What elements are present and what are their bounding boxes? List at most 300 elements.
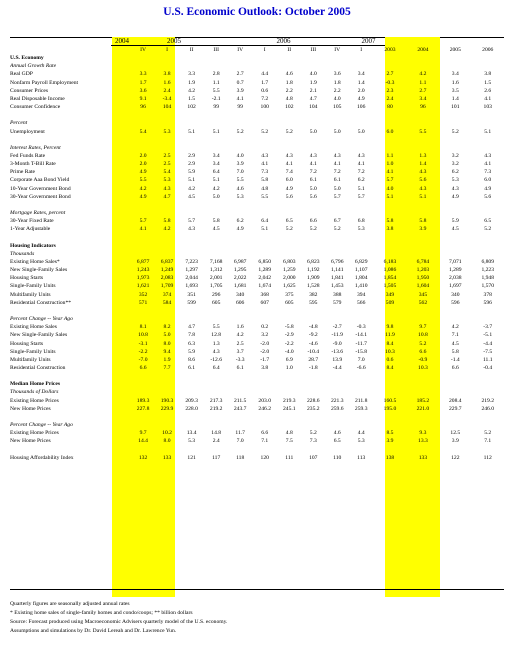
section-header-row xyxy=(10,242,504,250)
value-cell xyxy=(325,62,349,70)
value-cell: 4.0 xyxy=(333,95,341,102)
value-cell xyxy=(301,234,325,242)
value-cell: 117 xyxy=(212,454,221,461)
value-cell: 5.2 xyxy=(309,430,317,437)
value-cell: 105 xyxy=(333,104,342,111)
row-label: Single-Family Units xyxy=(10,283,56,290)
value-cell xyxy=(325,144,349,152)
subheader-row xyxy=(10,144,504,152)
value-cell xyxy=(179,136,204,144)
value-cell xyxy=(204,413,228,421)
row-label: Consumer Prices xyxy=(10,87,49,94)
value-cell xyxy=(325,372,349,380)
value-cell: 0.6 xyxy=(261,87,269,94)
value-cell: 246.0 xyxy=(481,405,495,412)
value-cell: -6.6 xyxy=(356,365,366,372)
value-cell xyxy=(325,119,349,127)
value-cell: 4.5 xyxy=(212,226,220,233)
value-cell: 5.5 xyxy=(212,87,220,94)
value-cell: 1,505 xyxy=(383,283,397,290)
value-cell xyxy=(131,372,155,380)
value-cell: 4.8 xyxy=(285,430,293,437)
value-cell: 5.6 xyxy=(285,193,293,200)
value-cell: 5.2 xyxy=(261,128,269,135)
value-cell: 6.2 xyxy=(357,177,365,184)
value-cell: 1,249 xyxy=(160,267,174,274)
value-cell: 217.3 xyxy=(209,397,223,404)
value-cell: 4.9 xyxy=(236,226,244,233)
value-cell: 6.6 xyxy=(139,365,147,372)
value-cell: 7.3 xyxy=(484,169,492,176)
value-cell: 3.6 xyxy=(139,87,147,94)
row-label: Prime Rate xyxy=(10,169,36,176)
value-cell xyxy=(277,136,301,144)
value-cell xyxy=(471,136,504,144)
value-cell xyxy=(349,209,373,217)
value-cell: 1.6 xyxy=(236,324,244,331)
value-cell: 3.4 xyxy=(212,153,220,159)
row-label: Unemployment xyxy=(10,128,45,135)
value-cell xyxy=(252,446,277,454)
value-cell: 101 xyxy=(451,104,460,111)
value-cell: 1.1 xyxy=(212,79,220,86)
table-row xyxy=(10,193,504,201)
value-cell: 4.3 xyxy=(261,153,269,159)
value-cell xyxy=(301,307,325,315)
value-cell xyxy=(228,421,252,429)
spacer-row xyxy=(10,372,504,380)
value-cell: 6,850 xyxy=(258,259,272,265)
value-cell xyxy=(325,136,349,144)
value-cell: 1,528 xyxy=(306,283,320,290)
value-cell xyxy=(349,119,373,127)
value-cell xyxy=(204,242,228,250)
value-cell: 228.0 xyxy=(185,405,198,412)
value-cell: 2,083 xyxy=(160,275,174,282)
value-cell xyxy=(325,242,349,250)
value-cell xyxy=(155,234,179,242)
row-label: New Single-Family Sales xyxy=(10,267,68,274)
value-cell: 5.1 xyxy=(357,185,365,192)
value-cell: 5.4 xyxy=(163,169,171,176)
value-cell: 1,289 xyxy=(258,267,272,274)
value-cell xyxy=(228,62,252,70)
value-cell xyxy=(179,234,204,242)
value-cell: 6,796 xyxy=(330,259,344,265)
value-cell: 4.5 xyxy=(451,340,459,347)
value-cell xyxy=(301,388,325,396)
value-cell xyxy=(301,315,325,323)
value-cell: -0.4 xyxy=(483,365,493,372)
value-cell: 4.3 xyxy=(188,226,196,233)
value-cell: 4.5 xyxy=(451,226,459,233)
value-cell: 4.6 xyxy=(236,185,244,192)
value-cell xyxy=(439,380,471,388)
row-label xyxy=(10,446,131,454)
value-cell: 509 xyxy=(385,299,395,306)
value-cell xyxy=(349,388,373,396)
value-cell xyxy=(407,446,439,454)
value-cell xyxy=(277,307,301,315)
value-cell: 7.3 xyxy=(261,169,269,176)
row-label: Housing Starts xyxy=(10,340,44,347)
value-cell: 13.9 xyxy=(332,356,343,363)
value-cell: 1.4 xyxy=(357,79,365,86)
value-cell xyxy=(179,62,204,70)
value-cell: 4.3 xyxy=(451,185,459,192)
value-cell xyxy=(407,388,439,396)
value-cell: 99 xyxy=(237,104,243,111)
value-cell xyxy=(131,421,155,429)
page-title: U.S. Economic Outlook: October 2005 xyxy=(163,6,351,18)
value-cell xyxy=(204,446,228,454)
value-cell xyxy=(471,144,504,152)
value-cell: 4.1 xyxy=(309,161,317,168)
value-cell xyxy=(349,413,373,421)
value-cell xyxy=(407,209,439,217)
table-row xyxy=(10,348,504,356)
value-cell: -2.2 xyxy=(284,340,294,347)
value-cell: 571 xyxy=(138,299,148,306)
value-cell: 6.5 xyxy=(484,218,492,225)
value-cell: 6.6 xyxy=(419,348,427,355)
value-cell xyxy=(228,144,252,152)
value-cell: 2.3 xyxy=(386,87,394,94)
value-cell: 5.7 xyxy=(139,218,147,225)
value-cell: 1,243 xyxy=(136,267,150,274)
value-cell: 0.6 xyxy=(386,356,394,363)
value-cell: 6.7 xyxy=(333,218,341,225)
value-cell xyxy=(179,388,204,396)
value-cell: 190.3 xyxy=(160,397,174,404)
quarter-header-cell: I xyxy=(360,47,363,53)
table-row xyxy=(10,185,504,193)
value-cell: 208.4 xyxy=(448,397,462,404)
value-cell: 5.3 xyxy=(451,177,459,184)
value-cell: 349 xyxy=(385,291,395,298)
row-label: Multifamily Units xyxy=(10,291,51,298)
value-cell xyxy=(471,119,504,127)
value-cell: 3.3 xyxy=(139,71,147,78)
value-cell: 4.1 xyxy=(484,161,492,168)
value-cell: 6,987 xyxy=(233,259,247,265)
row-label: Percent Change -- Year Ago xyxy=(10,422,73,429)
value-cell: 2.2 xyxy=(333,87,341,94)
value-cell xyxy=(373,54,407,62)
table-row xyxy=(10,437,504,445)
value-cell: 7.4 xyxy=(285,169,293,176)
table-row xyxy=(10,323,504,331)
value-cell: 1.5 xyxy=(484,79,492,86)
value-cell: 4.2 xyxy=(236,332,244,339)
value-cell: 8.4 xyxy=(386,340,394,347)
value-cell xyxy=(155,111,179,119)
value-cell: 1,950 xyxy=(416,275,430,282)
value-cell xyxy=(204,250,228,258)
value-cell xyxy=(439,54,471,62)
value-cell xyxy=(131,54,155,62)
value-cell: 219.2 xyxy=(481,397,495,404)
value-cell xyxy=(252,201,277,209)
value-cell xyxy=(155,380,179,388)
value-cell xyxy=(349,136,373,144)
value-cell xyxy=(228,111,252,119)
row-label xyxy=(10,136,131,144)
value-cell: 4.1 xyxy=(139,226,147,233)
value-cell xyxy=(325,201,349,209)
row-label: Residential Construction xyxy=(10,365,66,372)
quarter-header-cell: III xyxy=(213,47,219,53)
row-label: Real GDP xyxy=(10,71,33,78)
value-cell xyxy=(325,388,349,396)
value-cell: -4.6 xyxy=(308,340,318,347)
value-cell xyxy=(204,388,228,396)
value-cell xyxy=(277,209,301,217)
value-cell xyxy=(439,242,471,250)
value-cell xyxy=(228,372,252,380)
value-cell xyxy=(179,421,204,429)
value-cell: 120 xyxy=(260,454,269,461)
value-cell xyxy=(252,242,277,250)
value-cell: -9.2 xyxy=(308,332,318,339)
value-cell xyxy=(471,242,504,250)
value-cell xyxy=(471,54,504,62)
value-cell xyxy=(407,315,439,323)
value-cell: 5.0 xyxy=(163,332,171,339)
value-cell: 219.3 xyxy=(283,397,296,404)
value-cell xyxy=(407,136,439,144)
row-label xyxy=(10,111,131,119)
value-cell: 2.8 xyxy=(212,71,220,78)
value-cell xyxy=(349,421,373,429)
value-cell: 99 xyxy=(213,104,219,111)
spacer-row xyxy=(10,307,504,315)
value-cell: 566 xyxy=(357,299,366,306)
value-cell: 111 xyxy=(285,454,294,461)
value-cell xyxy=(471,421,504,429)
value-cell: 4.1 xyxy=(261,161,269,168)
value-cell: 138 xyxy=(385,454,395,461)
row-label xyxy=(10,307,131,315)
value-cell xyxy=(252,421,277,429)
value-cell: 1,289 xyxy=(448,267,462,274)
value-cell xyxy=(325,209,349,217)
value-cell: 8.0 xyxy=(163,340,171,347)
value-cell xyxy=(155,144,179,152)
value-cell: 1.0 xyxy=(285,365,293,372)
value-cell: 4.3 xyxy=(333,153,341,159)
row-label: Single-Family Units xyxy=(10,348,56,355)
row-label: 3-Month T-Bill Rate xyxy=(10,161,56,168)
value-cell xyxy=(252,144,277,152)
value-cell: 6,803 xyxy=(283,259,296,265)
value-cell: 2.5 xyxy=(236,340,244,347)
value-cell: 4.4 xyxy=(357,430,365,437)
value-cell: 5.9 xyxy=(451,218,459,225)
value-cell: 160.5 xyxy=(383,397,397,404)
value-cell xyxy=(373,242,407,250)
value-cell: 189.3 xyxy=(136,397,150,404)
value-cell: 6.8 xyxy=(357,218,365,225)
value-cell: 4.2 xyxy=(163,226,171,233)
value-cell: 4.9 xyxy=(285,185,293,192)
value-cell: -5.8 xyxy=(284,324,294,331)
subheader-row xyxy=(10,62,504,70)
value-cell xyxy=(204,119,228,127)
value-cell: 6.6 xyxy=(451,365,459,372)
value-cell xyxy=(252,380,277,388)
row-label: Real Disposable Income xyxy=(10,95,65,102)
value-cell: 5.9 xyxy=(188,169,196,176)
value-cell xyxy=(349,234,373,242)
value-cell: 1,909 xyxy=(306,275,320,282)
value-cell xyxy=(325,315,349,323)
value-cell: 3.3 xyxy=(188,71,196,78)
value-cell: 4.6 xyxy=(333,430,341,437)
value-cell: 133 xyxy=(418,454,428,461)
value-cell xyxy=(204,209,228,217)
value-cell: 5.0 xyxy=(333,128,341,135)
row-label: 10-Year Government Bond xyxy=(10,185,71,192)
value-cell xyxy=(439,209,471,217)
value-cell xyxy=(277,380,301,388)
value-cell: -11.9 xyxy=(331,332,343,339)
value-cell xyxy=(301,421,325,429)
value-cell: 221.0 xyxy=(416,405,430,412)
value-cell: -4.4 xyxy=(483,340,493,347)
value-cell xyxy=(277,250,301,258)
value-cell xyxy=(407,201,439,209)
value-cell xyxy=(373,250,407,258)
value-cell: 1,804 xyxy=(354,275,368,282)
value-cell: 7.3 xyxy=(309,438,317,445)
value-cell xyxy=(439,250,471,258)
value-cell: 5.3 xyxy=(236,193,244,200)
value-cell xyxy=(325,307,349,315)
value-cell: 243.7 xyxy=(233,405,247,412)
value-cell: 9.8 xyxy=(386,324,394,331)
value-cell xyxy=(325,380,349,388)
table-row xyxy=(10,274,504,282)
value-cell xyxy=(301,413,325,421)
row-label: Percent xyxy=(10,120,28,127)
value-cell: 6.4 xyxy=(212,365,220,372)
value-cell: 1,681 xyxy=(233,283,247,290)
value-cell xyxy=(277,234,301,242)
value-cell: 2.9 xyxy=(188,153,196,159)
value-cell: 7.7 xyxy=(163,365,171,372)
table-row xyxy=(10,168,504,176)
value-cell: 106 xyxy=(357,104,366,111)
value-cell: 211.8 xyxy=(355,397,368,404)
value-cell xyxy=(155,209,179,217)
value-cell xyxy=(155,446,179,454)
value-cell xyxy=(155,136,179,144)
value-cell: 5.0 xyxy=(309,128,317,135)
value-cell: 4.2 xyxy=(139,185,147,192)
value-cell: -3.4 xyxy=(162,95,172,102)
quarter-header-cell: I xyxy=(263,47,266,53)
value-cell: 6.1 xyxy=(333,177,341,184)
spacer-row xyxy=(10,201,504,209)
value-cell xyxy=(179,315,204,323)
value-cell: 6.2 xyxy=(451,169,459,176)
value-cell xyxy=(439,119,471,127)
value-cell: 1.0 xyxy=(386,161,394,168)
value-cell: 4.1 xyxy=(484,95,492,102)
value-cell: 3.2 xyxy=(451,153,459,159)
value-cell: 5.3 xyxy=(163,177,171,184)
value-cell xyxy=(349,62,373,70)
table-row xyxy=(10,364,504,372)
value-cell: -7.0 xyxy=(138,356,148,363)
value-cell xyxy=(131,111,155,119)
value-cell: 8.1 xyxy=(139,324,147,331)
value-cell: 4.6 xyxy=(285,71,293,78)
value-cell: -1.4 xyxy=(450,356,460,363)
value-cell xyxy=(373,307,407,315)
value-cell xyxy=(228,446,252,454)
value-cell xyxy=(349,144,373,152)
value-cell: 7.0 xyxy=(357,356,365,363)
value-cell xyxy=(439,307,471,315)
spacer-row xyxy=(10,446,504,454)
value-cell xyxy=(349,201,373,209)
value-cell: 4.2 xyxy=(451,324,459,331)
value-cell: 5.7 xyxy=(357,193,365,200)
row-label: Multifamily Units xyxy=(10,356,51,363)
value-cell: 5.1 xyxy=(188,177,196,184)
value-cell: 6.5 xyxy=(333,438,341,445)
value-cell: 1,625 xyxy=(283,283,296,290)
value-cell: 3.9 xyxy=(451,438,459,445)
value-cell: 2,042 xyxy=(258,275,272,282)
value-cell xyxy=(155,62,179,70)
value-cell xyxy=(228,307,252,315)
value-cell: -5.1 xyxy=(483,332,493,339)
value-cell: -1.8 xyxy=(308,365,318,372)
spacer-row xyxy=(10,234,504,242)
table-row xyxy=(10,217,504,225)
table-row xyxy=(10,291,504,299)
value-cell: 6,183 xyxy=(383,259,397,265)
quarter-header-cell: IV xyxy=(140,47,147,53)
row-label: New Home Prices xyxy=(10,405,51,412)
value-cell xyxy=(301,201,325,209)
value-cell: 1.8 xyxy=(333,79,341,86)
value-cell xyxy=(179,380,204,388)
row-label: New Single-Family Sales xyxy=(10,332,68,339)
value-cell: 5.3 xyxy=(357,226,365,233)
value-cell: 13.3 xyxy=(418,438,428,445)
row-label: New Home Prices xyxy=(10,438,51,445)
value-cell: 104 xyxy=(309,104,318,111)
value-cell: 1,570 xyxy=(481,283,495,290)
value-cell xyxy=(439,315,471,323)
value-cell: 595 xyxy=(309,299,318,306)
value-cell xyxy=(439,388,471,396)
value-cell: 0.2 xyxy=(261,324,269,331)
quarter-header-cell: 2003 xyxy=(384,47,396,53)
value-cell xyxy=(407,144,439,152)
value-cell xyxy=(407,242,439,250)
quarter-header-cell: II xyxy=(287,47,292,53)
value-cell xyxy=(373,209,407,217)
value-cell xyxy=(252,250,277,258)
value-cell: 2.0 xyxy=(357,87,365,94)
value-cell: 375 xyxy=(285,291,294,298)
value-cell xyxy=(349,111,373,119)
